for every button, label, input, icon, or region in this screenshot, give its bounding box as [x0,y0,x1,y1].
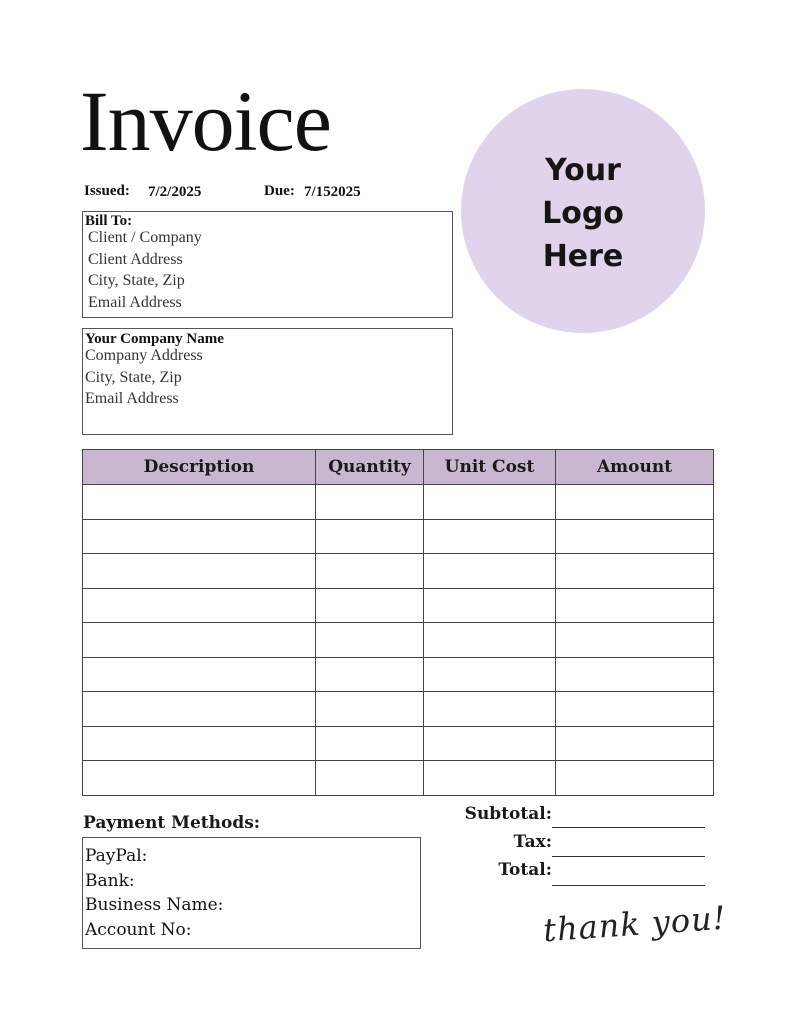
table-row [83,519,714,554]
company-email: Email Address [85,390,179,407]
logo-placeholder [461,89,705,333]
thank-you-signature: thank you! [541,898,728,950]
bill-to-email: Email Address [88,293,182,311]
quantity-cell[interactable] [316,726,424,761]
tax-line[interactable] [552,856,705,857]
quantity-cell[interactable] [316,554,424,589]
description-cell[interactable] [83,588,316,623]
table-row [83,588,714,623]
quantity-cell[interactable] [316,761,424,796]
payment-bank: Bank: [85,870,135,891]
table-row [83,485,714,520]
amount-cell[interactable] [556,657,714,692]
description-cell[interactable] [83,761,316,796]
unit-cost-cell[interactable] [424,519,556,554]
bill-to-address: Client Address [88,250,183,268]
unit-cost-cell[interactable] [424,657,556,692]
issued-date: 7/2/2025 [148,184,202,200]
description-cell[interactable] [83,726,316,761]
amount-cell[interactable] [556,554,714,589]
table-row [83,554,714,589]
description-cell[interactable] [83,485,316,520]
amount-cell[interactable] [556,485,714,520]
tax-label: Tax: [513,832,552,852]
line-items-table [82,449,714,796]
amount-cell[interactable] [556,519,714,554]
payment-methods-title: Payment Methods: [83,813,261,833]
table-row [83,692,714,727]
bill-to-client: Client / Company [88,229,202,246]
due-label: Due: [264,183,295,199]
total-label: Total: [498,860,552,880]
quantity-cell[interactable] [316,588,424,623]
table-row [83,657,714,692]
description-cell[interactable] [83,554,316,589]
quantity-cell[interactable] [316,623,424,658]
column-header-quantity: Quantity [316,450,424,485]
due-date: 7/152025 [304,184,361,200]
amount-cell[interactable] [556,623,714,658]
amount-cell[interactable] [556,588,714,623]
unit-cost-cell[interactable] [424,761,556,796]
table-row [83,761,714,796]
unit-cost-cell[interactable] [424,485,556,520]
column-header-amount: Amount [556,450,714,485]
description-cell[interactable] [83,623,316,658]
table-row [83,726,714,761]
table-row [83,623,714,658]
quantity-cell[interactable] [316,692,424,727]
quantity-cell[interactable] [316,657,424,692]
company-box [82,328,453,435]
amount-cell[interactable] [556,726,714,761]
bill-to-box [82,211,453,318]
payment-paypal: PayPal: [85,846,148,866]
subtotal-label: Subtotal: [464,804,552,824]
logo-text: Your Logo Here [542,152,624,274]
payment-account-no: Account No: [85,919,192,940]
column-header-unit-cost: Unit Cost [424,450,556,485]
quantity-cell[interactable] [316,485,424,520]
bill-to-heading: Bill To: [85,213,133,229]
subtotal-line[interactable] [552,827,705,828]
issued-label: Issued: [84,183,130,199]
description-cell[interactable] [83,657,316,692]
payment-business-name: Business Name: [85,895,224,915]
unit-cost-cell[interactable] [424,588,556,623]
table-header-row [83,450,714,485]
unit-cost-cell[interactable] [424,726,556,761]
unit-cost-cell[interactable] [424,623,556,658]
total-line[interactable] [552,885,705,886]
amount-cell[interactable] [556,692,714,727]
description-cell[interactable] [83,519,316,554]
company-address: Company Address [85,347,203,364]
unit-cost-cell[interactable] [424,692,556,727]
amount-cell[interactable] [556,761,714,796]
description-cell[interactable] [83,692,316,727]
company-name: Your Company Name [85,331,224,347]
column-header-description: Description [83,450,316,485]
payment-box [82,837,421,949]
quantity-cell[interactable] [316,519,424,554]
bill-to-city: City, State, Zip [88,272,185,289]
company-city: City, State, Zip [85,368,182,386]
invoice-title: Invoice [80,73,331,169]
unit-cost-cell[interactable] [424,554,556,589]
